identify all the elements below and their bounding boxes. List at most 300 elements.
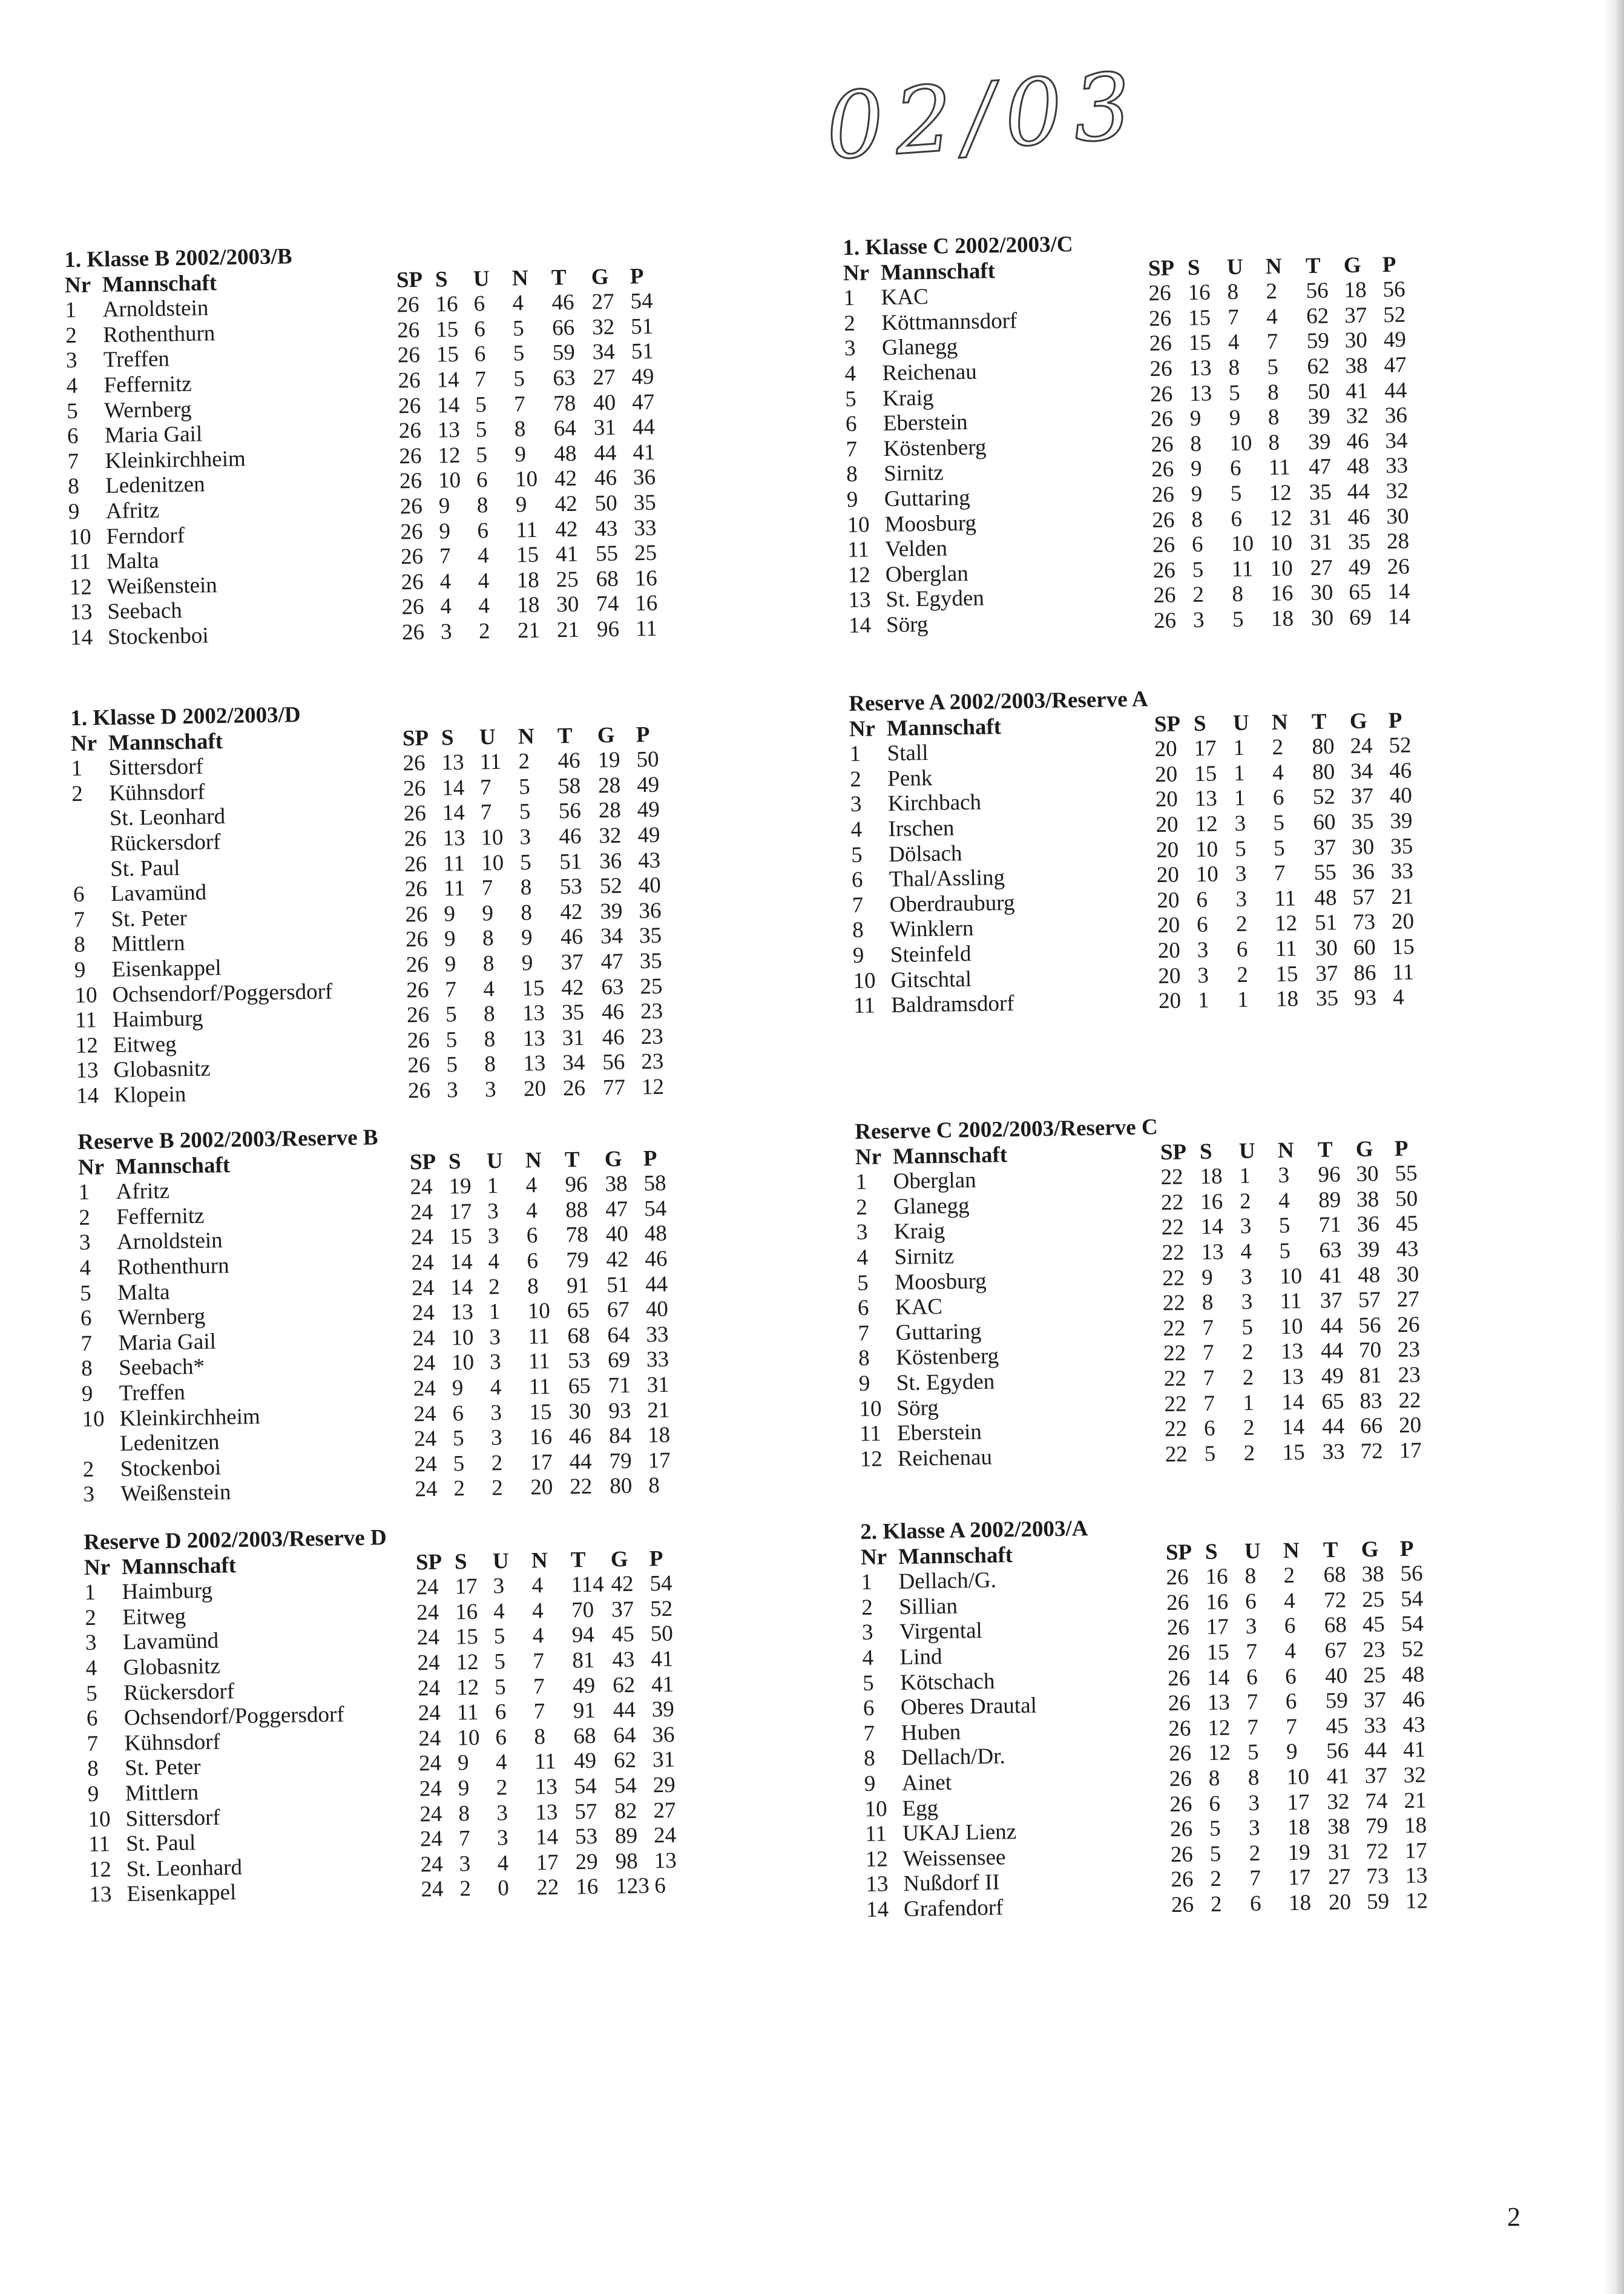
games-played: 26 <box>1169 1816 1193 1842</box>
goals-for: 66 <box>551 315 575 341</box>
rank-number: 3 <box>79 1230 91 1256</box>
column-header-p: P <box>649 1546 663 1571</box>
points: 43 <box>1402 1712 1425 1738</box>
draws: 8 <box>484 1026 496 1052</box>
wins: 16 <box>1205 1564 1228 1590</box>
rank-number: 12 <box>865 1847 889 1872</box>
goals-for: 40 <box>1324 1663 1348 1689</box>
wins: 15 <box>455 1624 479 1650</box>
games-played: 22 <box>1164 1416 1188 1442</box>
draws: 6 <box>1229 456 1241 481</box>
rank-number: 7 <box>81 1331 93 1356</box>
rank-number: 2 <box>855 1195 868 1220</box>
team-name: Guttaring <box>884 485 970 512</box>
draws: 10 <box>481 825 504 851</box>
games-played: 26 <box>399 493 423 519</box>
goals-against: 56 <box>1358 1313 1381 1338</box>
points: 27 <box>1396 1287 1420 1313</box>
points: 46 <box>1402 1687 1425 1713</box>
points: 36 <box>633 465 656 490</box>
games-played: 26 <box>396 317 420 343</box>
losses: 5 <box>513 366 525 392</box>
points: 13 <box>1405 1863 1428 1889</box>
goals-for: 55 <box>1313 860 1337 886</box>
draws: 7 <box>1227 305 1240 330</box>
draws: 11 <box>1231 556 1254 582</box>
team-name: Grafendorf <box>903 1895 1004 1922</box>
goals-against: 37 <box>1344 303 1367 328</box>
goals-against: 45 <box>611 1622 635 1647</box>
column-header-p: P <box>636 722 650 747</box>
games-played: 24 <box>413 1401 436 1426</box>
goals-against: 37 <box>611 1597 634 1623</box>
draws: 4 <box>477 543 489 569</box>
draws: 2 <box>1235 912 1248 937</box>
goals-for: 46 <box>557 748 580 774</box>
games-played: 26 <box>1149 381 1173 407</box>
wins: 3 <box>1192 607 1205 633</box>
goals-for: 88 <box>565 1197 588 1223</box>
losses: 18 <box>1287 1814 1310 1841</box>
team-name: Maria Gail <box>118 1329 217 1356</box>
goals-against: 31 <box>593 415 617 441</box>
games-played: 24 <box>418 1725 441 1752</box>
draws: 5 <box>475 392 487 417</box>
wins: 4 <box>439 569 452 595</box>
games-played: 24 <box>411 1275 435 1300</box>
points: 40 <box>638 872 662 898</box>
losses: 4 <box>1284 1638 1297 1664</box>
points: 21 <box>1404 1787 1427 1813</box>
goals-against: 57 <box>1352 885 1375 910</box>
team-name: Feffernitz <box>104 371 192 398</box>
goals-against: 47 <box>605 1196 628 1222</box>
column-header-mannschaft: Mannschaft <box>886 714 1002 741</box>
team-name: Weißenstein <box>120 1480 231 1507</box>
wins: 2 <box>1192 582 1205 608</box>
losses: 3 <box>519 825 531 850</box>
draws: 1 <box>1237 987 1249 1013</box>
games-played: 20 <box>1156 812 1179 838</box>
goals-against: 72 <box>1360 1439 1384 1464</box>
draws: 6 <box>473 316 486 342</box>
column-header-nr: Nr <box>77 1154 105 1180</box>
goals-for: 42 <box>554 466 577 492</box>
rank-number: 9 <box>81 1381 93 1406</box>
losses: 5 <box>1279 1238 1291 1264</box>
goals-for: 49 <box>572 1673 596 1698</box>
goals-for: 34 <box>562 1050 585 1076</box>
losses: 10 <box>1270 556 1294 581</box>
wins: 9 <box>444 951 456 977</box>
goals-against: 62 <box>612 1672 636 1698</box>
column-header-n: N <box>1271 710 1288 735</box>
column-header-nr: Nr <box>64 272 91 298</box>
team-name: Eberstein <box>883 409 968 437</box>
goals-against: 32 <box>599 823 622 849</box>
points: 52 <box>1382 302 1406 328</box>
goals-against: 59 <box>1366 1889 1390 1914</box>
goals-for: 37 <box>1313 834 1336 860</box>
draws: 3 <box>496 1800 508 1825</box>
losses: 14 <box>535 1824 559 1850</box>
rank-number: 1 <box>849 741 861 767</box>
goals-for: 51 <box>1314 910 1338 936</box>
games-played: 26 <box>401 595 424 620</box>
wins: 2 <box>453 1476 465 1501</box>
draws: 3 <box>496 1825 508 1851</box>
team-name: Dellach/Dr. <box>901 1744 1006 1771</box>
points: 17 <box>648 1448 671 1473</box>
losses: 18 <box>517 593 540 618</box>
draws: 5 <box>476 442 488 468</box>
games-played: 26 <box>1153 608 1177 633</box>
rank-number: 6 <box>80 1305 92 1331</box>
goals-for: 22 <box>570 1474 593 1500</box>
wins: 2 <box>1210 1891 1222 1917</box>
games-played: 22 <box>1163 1366 1187 1391</box>
draws: 2 <box>478 618 490 644</box>
rank-number: 5 <box>856 1270 869 1296</box>
goals-against: 69 <box>607 1348 631 1373</box>
goals-for: 68 <box>573 1723 596 1749</box>
rank-number: 12 <box>847 562 871 588</box>
points: 24 <box>653 1822 677 1848</box>
team-name: Stockenboi <box>107 623 209 650</box>
team-name: Winklern <box>889 916 974 943</box>
goals-against: 44 <box>1364 1738 1387 1764</box>
team-name: Afritz <box>116 1178 170 1205</box>
goals-against: 27 <box>593 364 616 391</box>
goals-against: 44 <box>594 440 617 466</box>
points: 18 <box>647 1422 671 1448</box>
table-title: Reserve C 2002/2003/Reserve C <box>855 1115 1158 1144</box>
draws: 10 <box>1231 531 1254 557</box>
losses: 9 <box>521 950 533 976</box>
points: 8 <box>648 1473 660 1498</box>
rank-number: 1 <box>855 1169 867 1195</box>
wins: 6 <box>1203 1416 1215 1442</box>
games-played: 24 <box>416 1625 440 1650</box>
team-name: Stockenboi <box>120 1455 222 1482</box>
games-played: 24 <box>420 1851 444 1877</box>
games-played: 26 <box>1166 1590 1189 1615</box>
wins: 15 <box>436 342 459 368</box>
column-header-nr: Nr <box>855 1144 882 1170</box>
column-header-nr: Nr <box>849 716 876 742</box>
losses: 2 <box>1266 279 1278 305</box>
draws: 8 <box>1227 279 1239 305</box>
games-played: 26 <box>403 750 426 776</box>
rank-number: 2 <box>82 1457 94 1482</box>
rank-number: 9 <box>68 499 80 524</box>
points: 44 <box>1384 377 1407 403</box>
games-played: 26 <box>407 1027 430 1053</box>
rank-number: 7 <box>852 892 864 918</box>
wins: 15 <box>1188 305 1211 331</box>
goals-for: 56 <box>1306 278 1329 304</box>
draws: 4 <box>478 593 490 619</box>
rank-number: 5 <box>66 398 79 424</box>
column-header-g: G <box>1355 1136 1373 1162</box>
rank-number: 9 <box>858 1371 870 1396</box>
games-played: 26 <box>398 368 421 394</box>
losses: 13 <box>522 1026 546 1052</box>
wins: 10 <box>451 1350 475 1376</box>
draws: 1 <box>1233 735 1245 761</box>
goals-for: 48 <box>1314 885 1337 911</box>
rank-number: 11 <box>74 1007 97 1033</box>
goals-for: 37 <box>1315 960 1338 986</box>
wins: 3 <box>446 1077 458 1103</box>
goals-against: 35 <box>1351 809 1374 834</box>
points: 40 <box>645 1296 669 1322</box>
games-played: 24 <box>418 1751 442 1776</box>
goals-for: 33 <box>1322 1439 1346 1465</box>
rank-number: 2 <box>84 1605 97 1630</box>
goals-for: 35 <box>561 1000 585 1026</box>
draws: 7 <box>480 800 492 825</box>
losses: 17 <box>530 1449 553 1475</box>
losses: 11 <box>1280 1288 1302 1314</box>
goals-for: 63 <box>553 365 576 391</box>
losses: 18 <box>1288 1890 1312 1916</box>
wins: 14 <box>436 392 460 418</box>
wins: 5 <box>1209 1816 1221 1842</box>
draws: 5 <box>1230 481 1242 506</box>
games-played: 26 <box>1151 432 1174 457</box>
team-name: Eitweg <box>122 1604 186 1630</box>
goals-for: 53 <box>574 1824 598 1850</box>
league-table-2-klasse-a <box>860 1511 1447 1922</box>
goals-against: 79 <box>609 1448 633 1474</box>
wins: 14 <box>450 1249 473 1275</box>
column-header-p: P <box>630 263 644 289</box>
goals-against: 37 <box>1350 783 1374 809</box>
losses: 11 <box>534 1749 557 1775</box>
rank-number: 4 <box>856 1245 869 1270</box>
points: 39 <box>1390 808 1413 834</box>
rank-number: 3 <box>856 1220 868 1245</box>
points: 23 <box>1397 1337 1421 1363</box>
goals-for: 31 <box>1327 1839 1351 1865</box>
games-played: 20 <box>1158 963 1181 989</box>
rank-number: 11 <box>847 537 870 563</box>
wins: 15 <box>435 317 459 343</box>
games-played: 26 <box>1149 356 1172 382</box>
wins: 9 <box>444 901 456 927</box>
wins: 6 <box>1196 912 1208 938</box>
column-header-g: G <box>1343 252 1361 278</box>
column-header-s: S <box>454 1549 467 1574</box>
losses: 2 <box>518 749 530 774</box>
goals-for: 59 <box>1325 1688 1349 1714</box>
goals-against: 46 <box>1346 429 1369 454</box>
column-header-s: S <box>1187 255 1200 280</box>
points: 49 <box>631 364 654 390</box>
points: 31 <box>652 1747 676 1773</box>
losses: 11 <box>1275 936 1297 961</box>
points: 6 <box>654 1873 666 1899</box>
draws: 10 <box>1229 430 1252 456</box>
losses: 5 <box>518 774 531 800</box>
goals-against: 24 <box>1350 733 1373 759</box>
wins: 9 <box>1201 1265 1213 1290</box>
rank-number: 10 <box>82 1406 105 1432</box>
goals-for: 46 <box>568 1423 592 1449</box>
draws: 7 <box>481 875 493 901</box>
draws: 5 <box>1241 1314 1254 1340</box>
points: 25 <box>634 540 657 566</box>
losses: 11 <box>1268 455 1291 481</box>
games-played: 26 <box>399 443 422 469</box>
team-name: Penk <box>887 765 933 791</box>
draws: 11 <box>479 750 502 775</box>
games-played: 26 <box>401 569 424 595</box>
games-played: 20 <box>1157 888 1180 913</box>
team-name: Thal/Assling <box>889 865 1005 892</box>
losses: 12 <box>1269 505 1292 531</box>
points: 44 <box>645 1271 668 1297</box>
points: 46 <box>1389 758 1412 783</box>
points: 17 <box>1404 1838 1428 1864</box>
goals-against: 28 <box>598 798 622 823</box>
rank-number: 1 <box>861 1569 873 1595</box>
team-name: Rückersdorf <box>123 1678 235 1706</box>
wins: 11 <box>456 1699 479 1725</box>
games-played: 24 <box>419 1776 442 1802</box>
team-name: Oberglan <box>885 561 969 587</box>
goals-for: 51 <box>559 849 582 874</box>
team-name: Kraig <box>893 1219 945 1245</box>
goals-against: 50 <box>594 490 618 516</box>
goals-for: 46 <box>551 289 574 315</box>
games-played: 22 <box>1162 1240 1185 1266</box>
column-header-t: T <box>564 1147 580 1172</box>
losses: 2 <box>1283 1563 1295 1589</box>
losses: 15 <box>516 542 539 568</box>
rank-number: 5 <box>79 1280 92 1306</box>
goals-for: 44 <box>1320 1338 1344 1364</box>
draws: 4 <box>495 1750 507 1775</box>
goals-against: 30 <box>1351 834 1375 860</box>
points: 29 <box>653 1772 676 1798</box>
games-played: 26 <box>1151 482 1175 507</box>
team-name: Arnoldstein <box>116 1228 223 1255</box>
rank-number: 5 <box>844 386 857 412</box>
games-played: 24 <box>412 1300 435 1326</box>
goals-for: 80 <box>1312 759 1335 785</box>
wins: 13 <box>442 825 465 851</box>
draws: 1 <box>1234 786 1246 811</box>
points: 17 <box>1399 1438 1422 1463</box>
goals-against: 64 <box>613 1722 636 1749</box>
wins: 6 <box>1209 1791 1221 1816</box>
wins: 5 <box>445 1002 457 1027</box>
column-header-mannschaft: Mannschaft <box>892 1142 1008 1169</box>
rank-number: 9 <box>852 943 864 968</box>
losses: 11 <box>1274 886 1297 911</box>
draws: 4 <box>1228 330 1240 355</box>
wins: 7 <box>1203 1365 1215 1391</box>
games-played: 22 <box>1161 1215 1185 1241</box>
draws: 6 <box>495 1724 507 1750</box>
goals-against: 34 <box>1350 759 1373 784</box>
points: 40 <box>1389 783 1413 809</box>
points: 41 <box>1402 1737 1426 1763</box>
games-played: 20 <box>1154 762 1178 787</box>
column-header-s: S <box>435 266 448 292</box>
goals-against: 40 <box>593 390 616 415</box>
goals-against: 25 <box>1361 1587 1385 1612</box>
goals-for: 41 <box>1319 1262 1343 1288</box>
goals-against: 67 <box>607 1297 630 1323</box>
league-table-1-klasse-c <box>843 226 1430 638</box>
goals-against: 43 <box>612 1647 635 1673</box>
goals-for: 31 <box>562 1025 585 1051</box>
goals-against: 51 <box>606 1272 630 1297</box>
wins: 7 <box>439 544 451 569</box>
points: 33 <box>1385 453 1409 479</box>
points: 16 <box>635 590 658 616</box>
wins: 17 <box>449 1199 472 1225</box>
wins: 12 <box>438 443 461 469</box>
points: 18 <box>1404 1813 1427 1839</box>
draws: 9 <box>482 900 494 926</box>
points: 50 <box>1395 1186 1418 1211</box>
games-played: 24 <box>410 1174 433 1200</box>
losses: 6 <box>526 1223 538 1248</box>
rank-number: 3 <box>861 1620 873 1646</box>
losses: 9 <box>521 925 533 951</box>
games-played: 24 <box>419 1801 442 1827</box>
goals-for: 20 <box>1328 1890 1352 1915</box>
column-header-s: S <box>441 725 454 750</box>
column-header-s: S <box>1205 1539 1218 1564</box>
games-played: 22 <box>1164 1391 1187 1417</box>
team-name: Kühnsdorf <box>124 1729 221 1756</box>
points: 43 <box>1396 1236 1419 1262</box>
rank-number: 14 <box>70 625 93 650</box>
team-name: Glanegg <box>881 334 958 361</box>
rank-number: 11 <box>864 1821 887 1847</box>
goals-against: 89 <box>614 1823 638 1849</box>
draws: 2 <box>496 1775 508 1801</box>
goals-for: 45 <box>1326 1713 1349 1739</box>
draws: 4 <box>488 1249 500 1274</box>
games-played: 20 <box>1154 736 1177 762</box>
team-name: Kleinkirchheim <box>119 1403 261 1431</box>
goals-for: 56 <box>1326 1738 1349 1764</box>
points: 27 <box>653 1798 676 1823</box>
goals-for: 114 <box>571 1572 604 1598</box>
goals-for: 46 <box>560 925 584 950</box>
wins: 16 <box>1188 280 1211 306</box>
table-title: 2. Klasse A 2002/2003/A <box>860 1516 1088 1544</box>
goals-against: 63 <box>601 974 624 1000</box>
losses: 4 <box>531 1573 544 1598</box>
rank-number: 12 <box>88 1857 112 1882</box>
rank-number: 8 <box>81 1356 93 1382</box>
losses: 2 <box>1272 734 1284 760</box>
wins: 5 <box>452 1426 464 1451</box>
points: 54 <box>1400 1586 1424 1612</box>
rank-number: 4 <box>79 1255 91 1280</box>
goals-against: 49 <box>1348 555 1372 580</box>
goals-against: 55 <box>595 541 619 567</box>
team-name: Eitweg <box>113 1032 177 1058</box>
losses: 7 <box>1274 860 1286 886</box>
